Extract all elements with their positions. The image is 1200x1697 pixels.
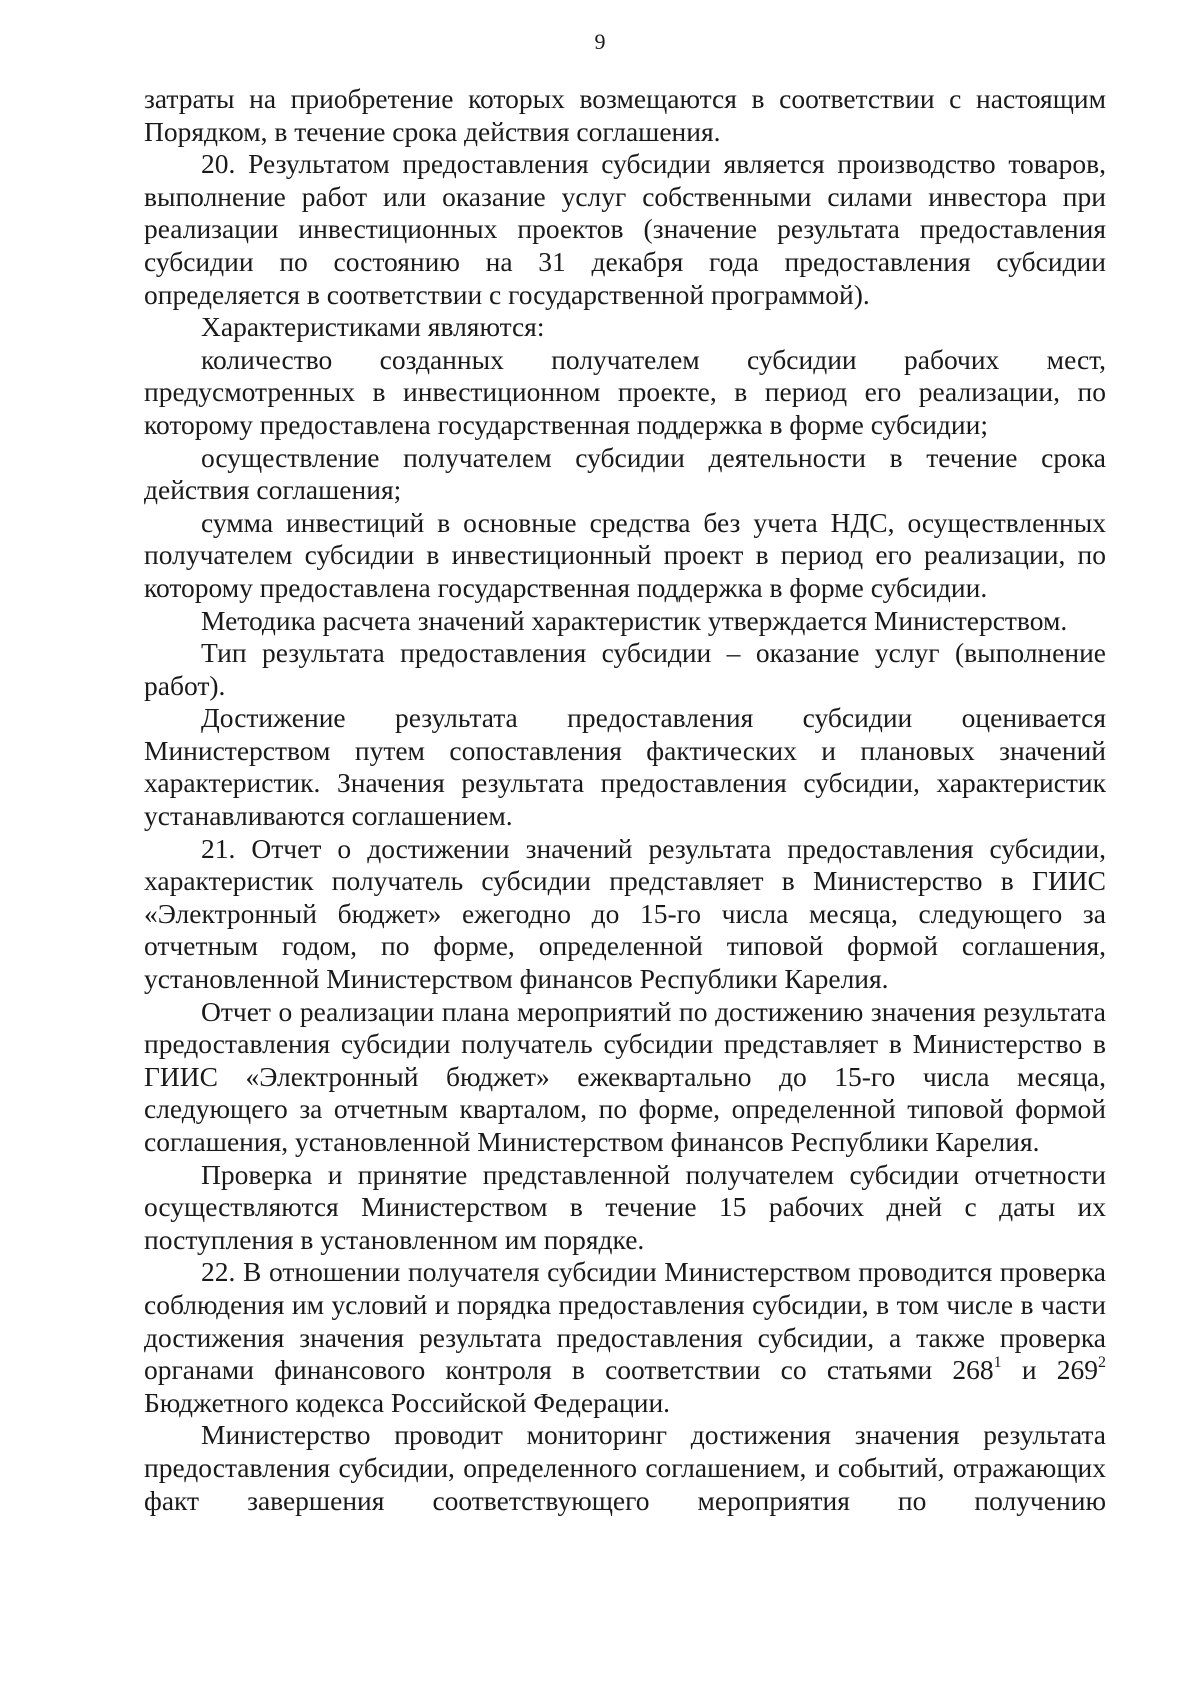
paragraph-characteristic-activity: осуществление получателем субсидии деятельности в течение срока действия соглашения;: [144, 441, 1106, 506]
document-body: [144, 83, 1106, 1517]
paragraph-quarterly-report: Отчет о реализации плана мероприятий по достижению значения результата предоставления субсидии получатель субсидии представляет в Министерство в ГИИС «Электронный бюджет» ежеквартально до 15-го числа месяца, следующего за отчетным кварталом, по форме, определенной типовой формой соглашения, установленной Министерством финансов Республики Карелия.: [144, 995, 1106, 1157]
paragraph-item-21: 21. Отчет о достижении значений результата предоставления субсидии, характеристик получатель субсидии представляет в Министерство в ГИИС «Электронный бюджет» ежегодно до 15-го числа месяца, следующего за отчетным годом, по форме, определенной типовой формой соглашения, установленной Министерством финансов Республики Карелия.: [144, 832, 1106, 995]
page-number: 9: [594, 29, 606, 54]
paragraph-item-22: [144, 1256, 1106, 1419]
paragraph-characteristic-investments: сумма инвестиций в основные средства без учета НДС, осуществленных получателем субсидии в инвестиционный проект в период его реализации, по которому предоставлена государственная поддержка в форме субсидии.: [144, 506, 1106, 603]
paragraph-report-verification: Проверка и принятие представленной получателем субсидии отчетности осуществляются Министерством в течение 15 рабочих дней с даты их поступления в установленном им порядке.: [144, 1158, 1106, 1255]
paragraph-characteristics-intro: Характеристиками являются:: [201, 311, 545, 343]
paragraph-result-type: Тип результата предоставления субсидии – оказание услуг (выполнение работ).: [144, 637, 1106, 701]
paragraph-methodology: Методика расчета значений характеристик утверждается Министерством.: [201, 604, 1068, 636]
paragraph-result-evaluation: Достижение результата предоставления субсидии оценивается Министерством путем сопоставления фактических и плановых значений характеристик. Значения результата предоставления субсидии, характеристик устанавливаются соглашением.: [144, 702, 1106, 832]
item-22-superscript-1: 1: [993, 1354, 1002, 1371]
item-22-superscript-2: 2: [1098, 1354, 1106, 1371]
paragraph-characteristic-jobs: количество созданных получателем субсидии рабочих мест, предусмотренных в инвестиционном проекте, в период его реализации, по которому предоставлена государственная поддержка в форме субсидии;: [144, 343, 1106, 440]
paragraph-monitoring: Министерство проводит мониторинг достижения значения результата предоставления субсидии, определенного соглашением, и событий, отражающих факт завершения соответствующего мероприятия по получению: [144, 1419, 1106, 1516]
paragraph-item-20: 20. Результатом предоставления субсидии является производство товаров, выполнение работ или оказание услуг собственными силами инвестора при реализации инвестиционных проектов (значение результата предоставления субсидии по состоянию на 31 декабря года предоставления субсидии определяется в соответствии с государственной программой).: [144, 148, 1106, 310]
paragraph-continuation: затраты на приобретение которых возмещаются в соответствии с настоящим Порядком, в течение срока действия соглашения.: [144, 83, 1106, 147]
item-22-text-end: Бюджетного кодекса Российской Федерации.: [144, 1386, 671, 1418]
item-22-text-main: 22. В отношении получателя субсидии Министерством проводится проверка соблюдения им условий и порядка предоставления субсидии, в том числе в части достижения значения результата предоставления субсидии, а также проверка органами финансового контроля в соответствии со статьями 268: [144, 1256, 1106, 1386]
item-22-text-mid: и 269: [1001, 1354, 1098, 1386]
